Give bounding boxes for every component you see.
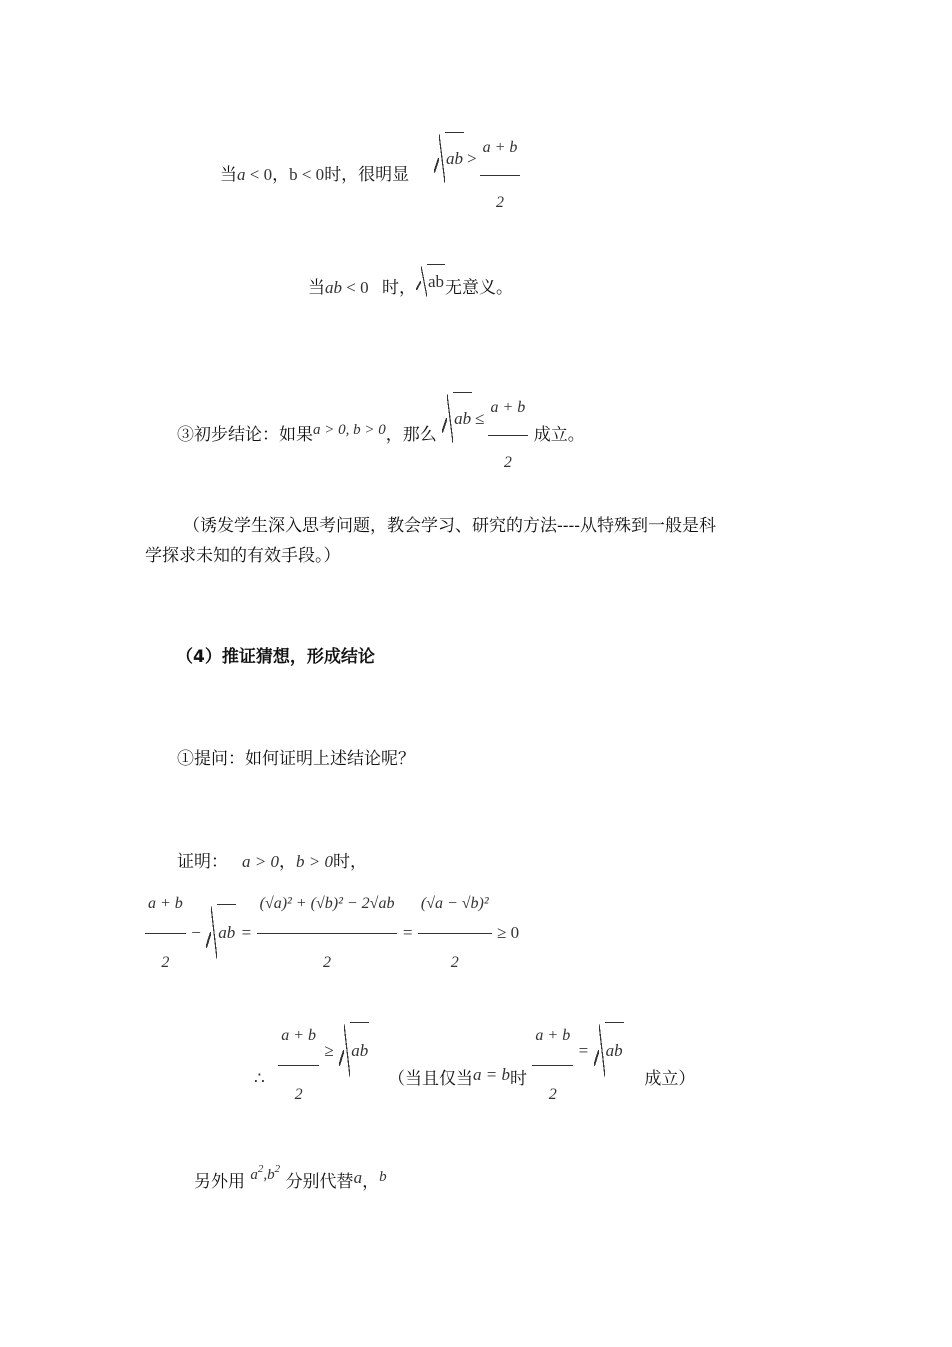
- math-lt0: < 0: [342, 278, 369, 297]
- denominator: 2: [294, 1086, 303, 1103]
- var-a: a: [237, 165, 246, 184]
- text-paren-close: 成立）: [644, 1069, 696, 1089]
- sqrt-ab: [442, 392, 472, 445]
- fraction-a-plus-b-over-2: [488, 382, 529, 489]
- exponent: 2: [274, 1163, 281, 1175]
- denominator: 2: [161, 954, 170, 971]
- numerator: a + b: [278, 1008, 319, 1066]
- text-suffix: 成立。: [533, 425, 585, 445]
- denominator: 2: [548, 1086, 557, 1103]
- sqrt-ab: [434, 132, 464, 185]
- text-prefix: 另外用: [194, 1172, 245, 1192]
- var-a: a: [353, 1168, 363, 1187]
- radicand: ab: [427, 264, 445, 299]
- text-mid: 时，: [382, 278, 416, 298]
- denominator: 2: [323, 954, 332, 971]
- denominator: 2: [495, 194, 504, 211]
- text-suffix: 无意义。: [445, 278, 514, 298]
- math-lt0: < 0: [245, 165, 273, 184]
- numerator: a + b: [532, 1008, 573, 1066]
- math-equals: =: [578, 1041, 589, 1060]
- math-equals: =: [241, 923, 252, 942]
- question-line: ①提问：如何证明上述结论呢？: [177, 749, 415, 769]
- numerator: (√a − √b)²: [418, 876, 492, 934]
- var-a: a: [250, 1167, 258, 1183]
- numerator: a + b: [488, 382, 529, 436]
- sqrt-ab: [594, 1022, 624, 1079]
- math-le: ≤: [475, 409, 485, 428]
- fraction-expanded: [257, 876, 398, 991]
- text-prefix: 当: [220, 165, 237, 185]
- exponent: 2: [257, 1163, 264, 1175]
- radicand: ab: [605, 1022, 624, 1079]
- proof-condition-line: [177, 848, 367, 876]
- math-ge-zero: ≥ 0: [497, 923, 520, 942]
- var-b: b: [289, 165, 298, 184]
- numerator: a + b: [480, 122, 521, 176]
- radicand: ab: [217, 904, 236, 961]
- radicand: ab: [350, 1022, 369, 1079]
- text-suffix: 时，: [332, 852, 367, 872]
- math-gt: >: [467, 149, 477, 168]
- denominator: 2: [450, 954, 459, 971]
- text-mid: 分别代替: [285, 1172, 354, 1192]
- paragraph-teaching-note-line1: （诱发学生深入思考问题，教会学习、研究的方法----从特殊到一般是科: [183, 516, 716, 536]
- math-a-positive: a > 0: [242, 852, 279, 871]
- radicand: ab: [445, 132, 464, 185]
- line-case-both-negative: [220, 122, 520, 211]
- var-b: b: [267, 1167, 275, 1183]
- fraction-square: [418, 876, 492, 991]
- math-a-equals-b: a = b: [473, 1065, 510, 1084]
- text-comma: ，: [362, 1172, 380, 1192]
- paragraph-teaching-note-line2: 学探求未知的有效手段。）: [145, 546, 341, 566]
- math-b-positive: b > 0: [295, 852, 333, 871]
- fraction-a-plus-b-over-2: [532, 1008, 573, 1123]
- denominator: 2: [503, 454, 512, 471]
- proof-equation: [145, 876, 520, 971]
- math-equals: =: [402, 923, 413, 942]
- var-b: b: [379, 1169, 387, 1185]
- therefore-symbol: ∴: [254, 1069, 265, 1088]
- numerator: a + b: [145, 876, 186, 934]
- math-a-squared-b-squared: [250, 1163, 281, 1183]
- text-comma: ，: [278, 852, 296, 872]
- text-prefix: ③初步结论：如果: [177, 425, 313, 445]
- text-suffix: 时，很明显: [324, 165, 410, 185]
- numerator: (√a)² + (√b)² − 2√ab: [257, 876, 398, 934]
- text-prefix: 当: [308, 278, 325, 298]
- sqrt-ab: [339, 1022, 369, 1079]
- math-lt0: < 0: [297, 165, 325, 184]
- fraction-a-plus-b-over-2: [480, 122, 521, 229]
- sqrt-ab: [416, 264, 445, 299]
- math-ge: ≥: [324, 1041, 334, 1060]
- text-paren-open: （当且仅当: [388, 1069, 473, 1089]
- substitution-line: [194, 1152, 387, 1192]
- sqrt-ab: [206, 904, 236, 961]
- text-comma: ，: [272, 165, 290, 185]
- math-condition: a > 0, b > 0: [313, 422, 386, 438]
- fraction-a-plus-b-over-2: [278, 1008, 319, 1123]
- math-minus: −: [191, 923, 201, 942]
- radicand: ab: [453, 392, 472, 445]
- section-heading: （4）推证猜想，形成结论: [176, 647, 375, 667]
- text-mid: ，那么: [385, 425, 437, 445]
- line-preliminary-conclusion: [177, 382, 585, 471]
- conclusion-line: [254, 1008, 696, 1103]
- var-ab: ab: [325, 278, 342, 297]
- line-case-ab-negative: [308, 264, 513, 298]
- proof-label: 证明：: [177, 852, 228, 872]
- separator: ,: [263, 1167, 268, 1183]
- fraction-a-plus-b-over-2: [145, 876, 186, 991]
- text-when: 时: [509, 1069, 527, 1089]
